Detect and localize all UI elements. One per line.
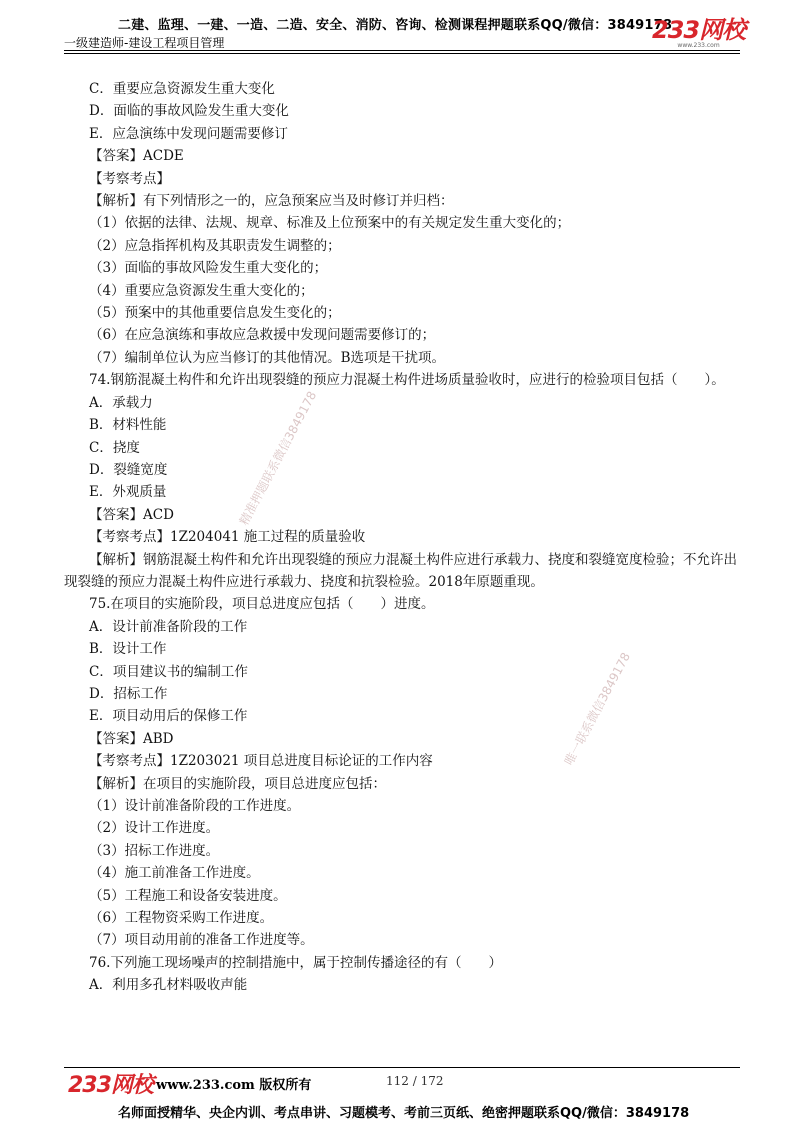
brand-logo <box>652 18 745 49</box>
answer-line: 【答案】ACDE <box>89 148 184 165</box>
analysis-item: （4）施工前准备工作进度。 <box>89 865 260 882</box>
analysis-item: （6）工程物资采购工作进度。 <box>89 910 274 927</box>
option-line: A．设计前准备阶段的工作 <box>89 618 248 635</box>
footer-logo: 233网校 <box>68 1073 153 1098</box>
analysis-item: （3）面临的事故风险发生重大变化的； <box>89 260 328 277</box>
footer-copyright: www.233.com 版权所有 <box>156 1078 312 1093</box>
option-line: D．面临的事故风险发生重大变化 <box>89 103 289 120</box>
analysis-item: （4）重要应急资源发生重大变化的； <box>89 282 314 299</box>
analysis-item: （2）设计工作进度。 <box>89 820 220 837</box>
option-line: E．外观质量 <box>89 484 167 501</box>
analysis-item: （6）在应急演练和事故应急救援中发现问题需要修订的； <box>89 327 436 344</box>
option-line: C．挠度 <box>89 439 140 456</box>
question-75: 75.在项目的实施阶段，项目总进度应包括（ ）进度。 <box>89 596 435 613</box>
analysis-item: （7）编制单位认为应当修订的其他情况。B选项是干扰项。 <box>89 349 446 366</box>
header-promo: 二建、监理、一建、一造、二造、安全、消防、咨询、检测课程押题联系QQ/微信：3849178 <box>118 18 673 33</box>
option-line: B．设计工作 <box>89 641 167 658</box>
header-rule <box>64 50 740 51</box>
option-line: D．招标工作 <box>89 685 168 702</box>
footer-rule <box>64 1067 740 1068</box>
analysis-item: （3）招标工作进度。 <box>89 842 220 859</box>
page-number: 112 / 172 <box>386 1074 444 1088</box>
option-line: A．利用多孔材料吸收声能 <box>89 977 248 994</box>
page-content <box>64 78 744 997</box>
option-line: B．材料性能 <box>89 417 167 434</box>
topic-line: 【考察考点】 <box>89 170 170 187</box>
logo-sub: www.233.com <box>677 42 720 49</box>
analysis-item: （5）工程施工和设备安装进度。 <box>89 887 287 904</box>
header-subtitle: 一级建造师-建设工程项目管理 <box>64 36 225 50</box>
option-line: C．重要应急资源发生重大变化 <box>89 81 275 97</box>
analysis-item: （7）项目动用前的准备工作进度等。 <box>89 932 314 949</box>
topic-line: 【考察考点】1Z203021 项目总进度目标论证的工作内容 <box>89 753 433 770</box>
analysis-line: 【解析】有下列情形之一的，应急预案应当及时修订并归档： <box>89 193 454 210</box>
option-line: D．裂缝宽度 <box>89 461 168 478</box>
analysis-item: （2）应急指挥机构及其职责发生调整的； <box>89 237 341 254</box>
analysis-line: 【解析】在项目的实施阶段，项目总进度应包括： <box>89 775 386 792</box>
answer-line: 【答案】ACD <box>89 506 174 523</box>
option-line: E．项目动用后的保修工作 <box>89 708 248 725</box>
option-line: C．项目建议书的编制工作 <box>89 663 248 680</box>
question-74: 74.钢筋混凝土构件和允许出现裂缝的预应力混凝土构件进场质量验收时，应进行的检验项目包括（ ）。 <box>89 372 725 389</box>
watermark: 精准押题联系微信3849178 <box>236 388 320 528</box>
option-line: A．承载力 <box>89 394 153 411</box>
analysis-item: （5）预案中的其他重要信息发生变化的； <box>89 305 341 322</box>
analysis-item: （1）依据的法律、法规、规章、标准及上位预案中的有关规定发生重大变化的； <box>89 215 571 232</box>
logo-text: 233网校 <box>652 16 746 44</box>
watermark: 唯一联系微信3849178 <box>561 650 634 768</box>
analysis-74: 【解析】钢筋混凝土构件和允许出现裂缝的预应力混凝土构件应进行承载力、挠度和裂缝宽度检验；不允许出现裂缝的预应力混凝土构件应进行承载力、挠度和抗裂检验。2018年原题重现。 <box>64 551 737 590</box>
footer-promo: 名师面授精华、央企内训、考点串讲、习题模考、考前三页纸、绝密押题联系QQ/微信：3849178 <box>118 1106 690 1121</box>
topic-line: 【考察考点】1Z204041 施工过程的质量验收 <box>89 529 366 546</box>
analysis-item: （1）设计前准备阶段的工作进度。 <box>89 798 301 814</box>
question-76: 76.下列施工现场噪声的控制措施中，属于控制传播途径的有（ ） <box>89 954 502 971</box>
option-line: E．应急演练中发现问题需要修订 <box>89 125 288 142</box>
answer-line: 【答案】ABD <box>89 730 174 747</box>
header-rule-thin <box>64 53 740 54</box>
